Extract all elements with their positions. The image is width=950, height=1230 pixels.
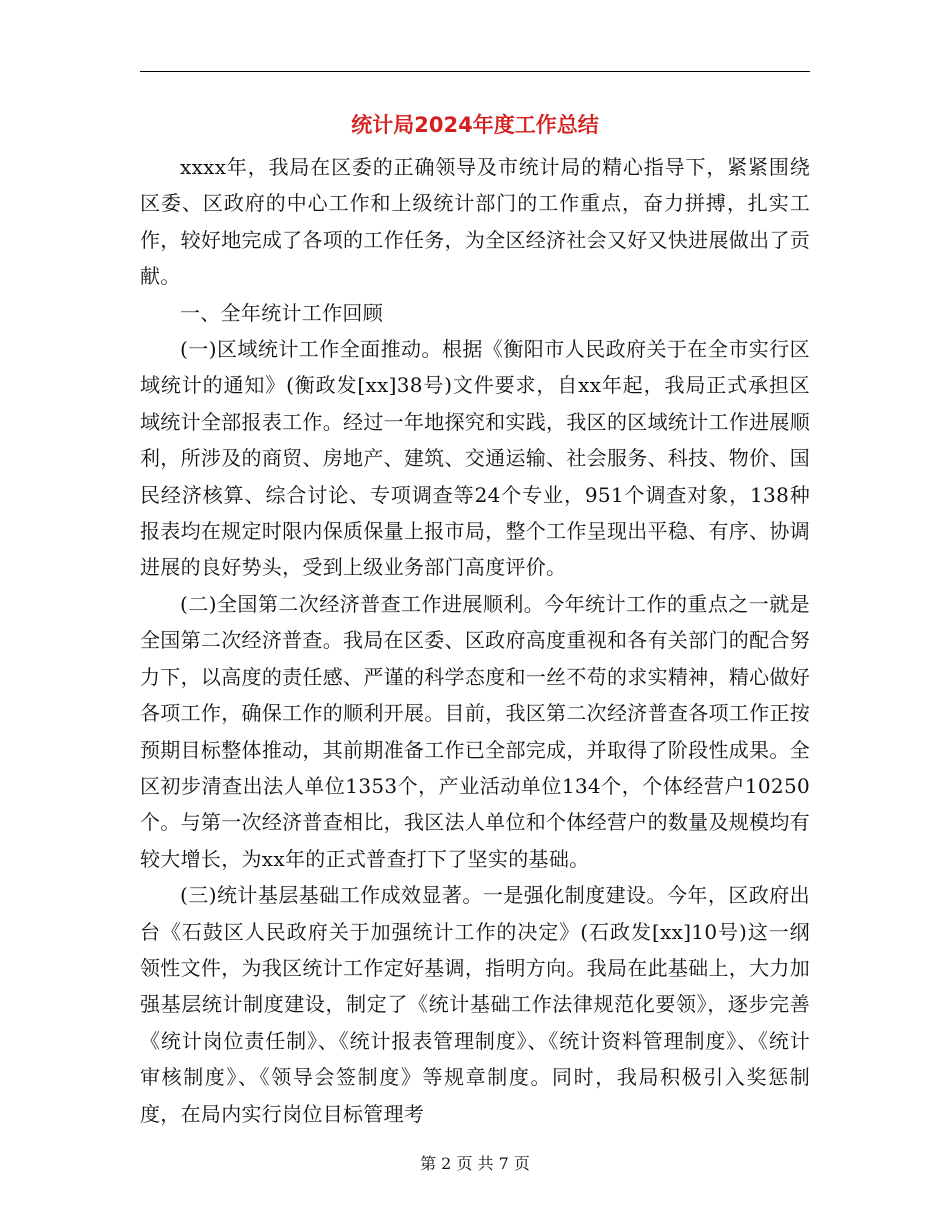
paragraph-regional-statistics: (一)区域统计工作全面推动。根据《衡阳市人民政府关于在全市实行区域统计的通知》(衡政发[xx]38号)文件要求，自xx年起，我局正式承担区域统计全部报表工作。经过一年地探究和实践，我区的区域统计工作进展顺利，所涉及的商贸、房地产、建筑、交通运输、社会服务、科技、物价、国民经济核算、综合讨论、专项调查等24个专业，951个调查对象，138种报表均在规定时限内保质保量上报市局，整个工作呈现出平稳、有序、协调进展的良好势头，受到上级业务部门高度评价。 xyxy=(140,337,810,580)
page-number: 第 2 页 共 7 页 xyxy=(420,1154,530,1173)
document-title: 统计局2024年度工作总结 xyxy=(351,113,599,137)
paragraph-grassroots-work: (三)统计基层基础工作成效显著。一是强化制度建设。今年，区政府出台《石鼓区人民政府关于加强统计工作的决定》(石政发[xx]10号)这一纲领性文件，为我区统计工作定好基调，指明方向。我局在此基础上，大力加强基层统计制度建设，制定了《统计基础工作法律规范化要领》，逐步完善《统计岗位责任制》、《统计报表管理制度》、《统计资料管理制度》、《统计审核制度》、《领导会签制度》等规章制度。同时，我局积极引入奖惩制度，在局内实行岗位目标管理考 xyxy=(140,883,810,1126)
paragraph-intro: xxxx年，我局在区委的正确领导及市统计局的精心指导下，紧紧围绕区委、区政府的中心工作和上级统计部门的工作重点，奋力拼搏，扎实工作，较好地完成了各项的工作任务，为全区经济社会又好又快进展做出了贡献。 xyxy=(140,155,810,289)
section-heading-review: 一、全年统计工作回顾 xyxy=(180,300,383,325)
header-rule xyxy=(140,71,810,72)
paragraph-economic-census: (二)全国第二次经济普查工作进展顺利。今年统计工作的重点之一就是全国第二次经济普查。我局在区委、区政府高度重视和各有关部门的配合努力下，以高度的责任感、严谨的科学态度和一丝不苟的求实精神，精心做好各项工作，确保工作的顺利开展。目前，我区第二次经济普查各项工作正按预期目标整体推动，其前期准备工作已全部完成，并取得了阶段性成果。全区初步清查出法人单位1353个，产业活动单位134个，个体经营户10250个。与第一次经济普查相比，我区法人单位和个体经营户的数量及规模均有较大增长，为xx年的正式普查打下了坚实的基础。 xyxy=(140,591,810,871)
document-body xyxy=(140,149,810,1132)
